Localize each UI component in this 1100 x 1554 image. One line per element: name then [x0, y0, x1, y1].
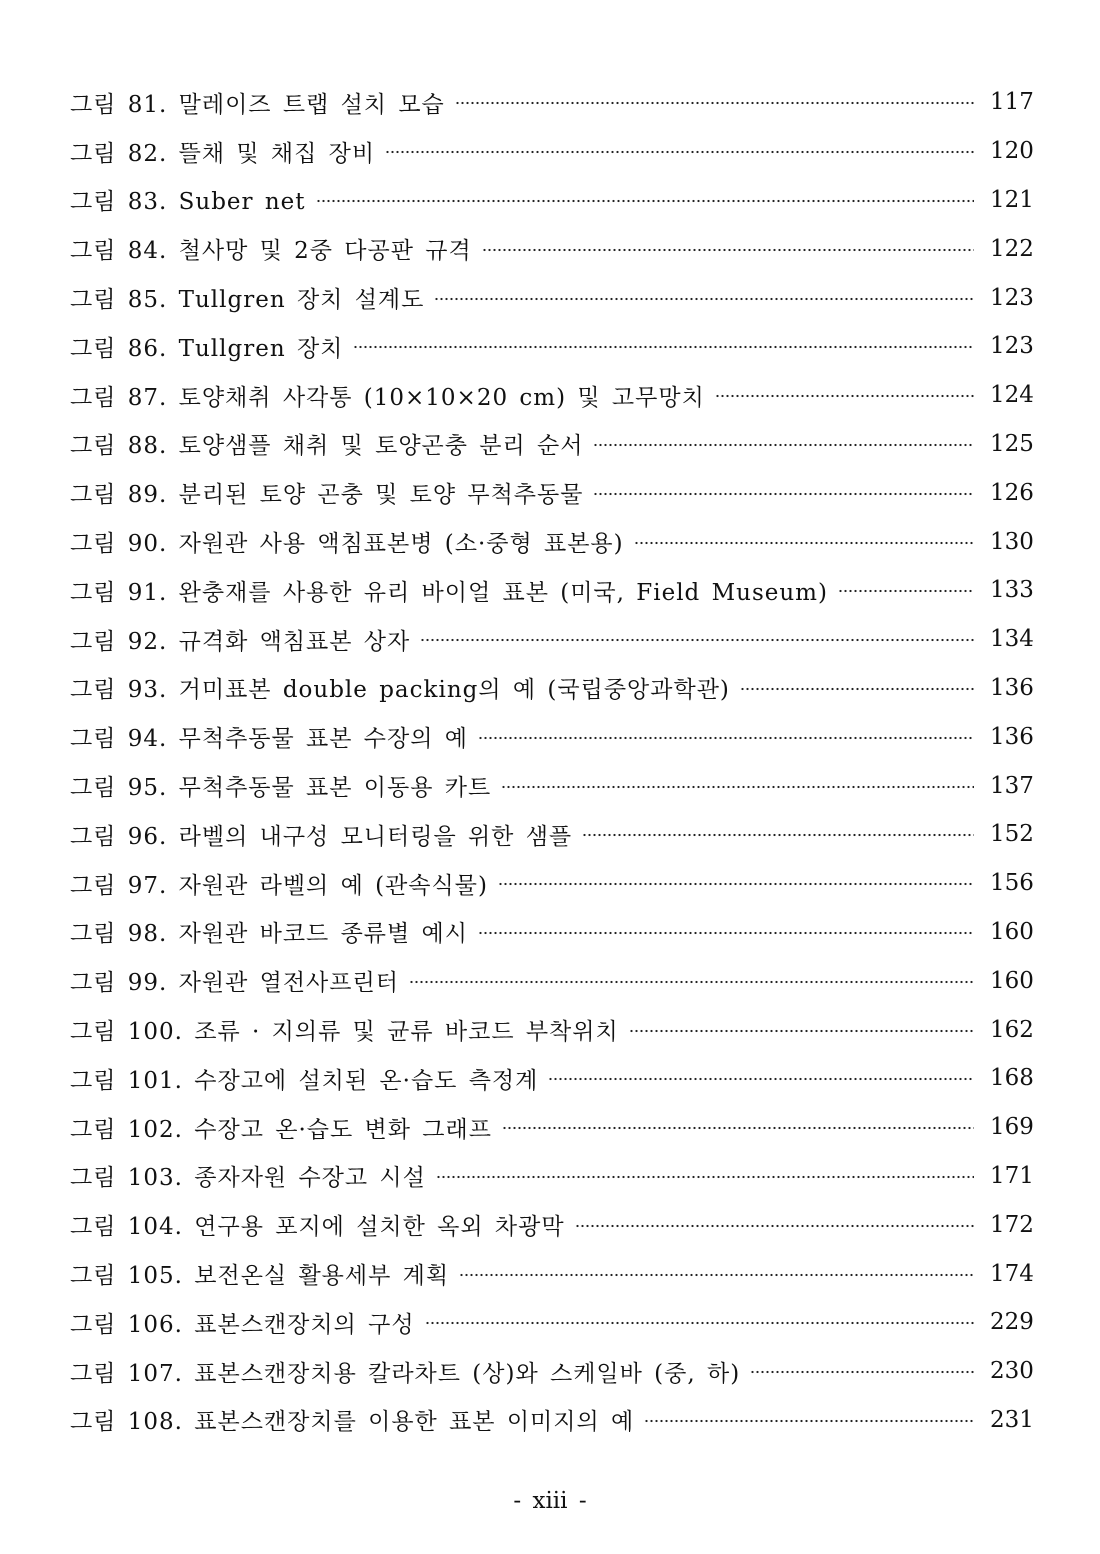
toc-entry-page: 122	[990, 235, 1034, 262]
toc-entry-page: 171	[990, 1162, 1034, 1189]
dot-leader	[715, 392, 974, 400]
toc-entry-page: 124	[990, 382, 1034, 409]
toc-entry-label: 그림 95. 무척추동물 표본 이동용 카트	[70, 775, 492, 802]
dot-leader	[409, 978, 974, 986]
toc-entry-label: 그림 82. 뜰채 및 채집 장비	[70, 140, 376, 167]
dot-leader	[582, 831, 974, 839]
dot-leader	[644, 1417, 974, 1425]
toc-entry-label: 그림 84. 철사망 및 2중 다공판 규격	[70, 238, 472, 265]
toc-entry	[70, 1347, 1034, 1396]
dot-leader	[316, 197, 974, 205]
toc-entry	[70, 224, 1034, 273]
toc-entry	[70, 322, 1034, 371]
toc-entry-label: 그림 92. 규격화 액침표본 상자	[70, 628, 411, 655]
toc-entry	[70, 1103, 1034, 1152]
dot-leader	[420, 636, 974, 644]
toc-entry-page: 137	[990, 772, 1034, 799]
dot-leader	[498, 880, 974, 888]
toc-entry-label: 그림 107. 표본스캔장치용 칼라차트 (상)와 스케일바 (중, 하)	[70, 1360, 741, 1387]
toc-entry-page: 168	[990, 1065, 1034, 1092]
toc-entry	[70, 127, 1034, 176]
toc-entry-page: 152	[990, 821, 1034, 848]
toc-entry-label: 그림 99. 자원관 열전사프린터	[70, 970, 399, 997]
toc-entry	[70, 712, 1034, 761]
toc-entry-label: 그림 101. 수장고에 설치된 온·습도 측정계	[70, 1067, 539, 1094]
dot-leader	[593, 441, 974, 449]
toc-entry-page: 136	[990, 674, 1034, 701]
dot-leader	[575, 1222, 974, 1230]
page-number: - xiii -	[513, 1488, 587, 1514]
toc-entry	[70, 420, 1034, 469]
toc-entry-label: 그림 85. Tullgren 장치 설계도	[70, 287, 425, 314]
dot-leader	[629, 1027, 974, 1035]
toc-entry-page: 117	[990, 89, 1034, 116]
toc-entry	[70, 273, 1034, 322]
toc-entry	[70, 371, 1034, 420]
toc-entry-label: 그림 83. Suber net	[70, 189, 306, 216]
toc-entry-page: 134	[990, 626, 1034, 653]
toc-entry	[70, 859, 1034, 908]
toc-entry-page: 160	[990, 918, 1034, 945]
toc-entry	[70, 615, 1034, 664]
dot-leader	[502, 1124, 974, 1132]
dot-leader	[593, 490, 974, 498]
toc-entry	[70, 810, 1034, 859]
toc-entry	[70, 1152, 1034, 1201]
toc-entry	[70, 664, 1034, 713]
toc-entry	[70, 1298, 1034, 1347]
toc-entry-label: 그림 102. 수장고 온·습도 변화 그래프	[70, 1116, 492, 1143]
toc-entry	[70, 1200, 1034, 1249]
toc-entry	[70, 566, 1034, 615]
toc-entry-label: 그림 90. 자원관 사용 액침표본병 (소·중형 표본용)	[70, 531, 624, 558]
toc-entry-label: 그림 93. 거미표본 double packing의 예 (국립중앙과학관)	[70, 677, 730, 704]
figure-list	[70, 78, 1034, 1444]
dot-leader	[478, 929, 974, 937]
toc-entry-page: 162	[990, 1016, 1034, 1043]
toc-entry-label: 그림 96. 라벨의 내구성 모니터링을 위한 샘플	[70, 823, 573, 850]
dot-leader	[501, 783, 974, 791]
toc-entry-label: 그림 103. 종자자원 수장고 시설	[70, 1165, 426, 1192]
toc-entry	[70, 956, 1034, 1005]
toc-entry-page: 231	[990, 1406, 1034, 1433]
toc-entry-label: 그림 88. 토양샘플 채취 및 토양곤충 분리 순서	[70, 433, 584, 460]
dot-leader	[750, 1368, 974, 1376]
toc-entry-page: 133	[990, 577, 1034, 604]
toc-entry-label: 그림 94. 무척추동물 표본 수장의 예	[70, 726, 468, 753]
toc-entry-page: 121	[990, 186, 1034, 213]
toc-entry-label: 그림 87. 토양채취 사각통 (10×10×20 cm) 및 고무망치	[70, 384, 705, 411]
toc-entry	[70, 176, 1034, 225]
toc-entry-page: 125	[990, 430, 1034, 457]
toc-entry-page: 130	[990, 528, 1034, 555]
dot-leader	[838, 587, 974, 595]
dot-leader	[482, 246, 974, 254]
dot-leader	[459, 1271, 974, 1279]
toc-entry-label: 그림 97. 자원관 라벨의 예 (관속식물)	[70, 872, 488, 899]
dot-leader	[353, 343, 974, 351]
toc-entry-page: 169	[990, 1114, 1034, 1141]
toc-entry-label: 그림 98. 자원관 바코드 종류별 예시	[70, 921, 468, 948]
toc-entry	[70, 1054, 1034, 1103]
dot-leader	[425, 1319, 974, 1327]
toc-entry-label: 그림 89. 분리된 토양 곤충 및 토양 무척추동물	[70, 482, 584, 509]
toc-entry-page: 120	[990, 138, 1034, 165]
toc-entry-page: 136	[990, 723, 1034, 750]
toc-entry-label: 그림 108. 표본스캔장치를 이용한 표본 이미지의 예	[70, 1409, 635, 1436]
dot-leader	[740, 685, 974, 693]
dot-leader	[548, 1075, 974, 1083]
toc-entry-page: 230	[990, 1358, 1034, 1385]
toc-entry-label: 그림 86. Tullgren 장치	[70, 335, 344, 362]
toc-entry	[70, 78, 1034, 127]
dot-leader	[634, 539, 974, 547]
toc-entry	[70, 1396, 1034, 1445]
dot-leader	[478, 734, 974, 742]
toc-entry	[70, 1249, 1034, 1298]
toc-entry	[70, 761, 1034, 810]
toc-entry-page: 156	[990, 870, 1034, 897]
dot-leader	[455, 99, 974, 107]
toc-entry-label: 그림 106. 표본스캔장치의 구성	[70, 1311, 415, 1338]
toc-entry-page: 229	[990, 1309, 1034, 1336]
toc-entry-label: 그림 91. 완충재를 사용한 유리 바이얼 표본 (미국, Field Museum)	[70, 579, 828, 606]
dot-leader	[385, 148, 974, 156]
toc-entry-label: 그림 100. 조류 · 지의류 및 균류 바코드 부착위치	[70, 1019, 619, 1046]
toc-entry-page: 160	[990, 967, 1034, 994]
toc-entry	[70, 517, 1034, 566]
dot-leader	[436, 1173, 974, 1181]
toc-entry-page: 126	[990, 479, 1034, 506]
toc-entry-label: 그림 104. 연구용 포지에 설치한 옥외 차광막	[70, 1214, 565, 1241]
toc-entry-label: 그림 81. 말레이즈 트랩 설치 모습	[70, 91, 445, 118]
toc-entry-page: 123	[990, 284, 1034, 311]
toc-entry-page: 123	[990, 333, 1034, 360]
toc-entry-label: 그림 105. 보전온실 활용세부 계획	[70, 1263, 450, 1290]
toc-entry	[70, 908, 1034, 957]
toc-entry	[70, 468, 1034, 517]
toc-entry-page: 172	[990, 1211, 1034, 1238]
dot-leader	[434, 295, 974, 303]
toc-entry	[70, 1005, 1034, 1054]
toc-entry-page: 174	[990, 1260, 1034, 1287]
